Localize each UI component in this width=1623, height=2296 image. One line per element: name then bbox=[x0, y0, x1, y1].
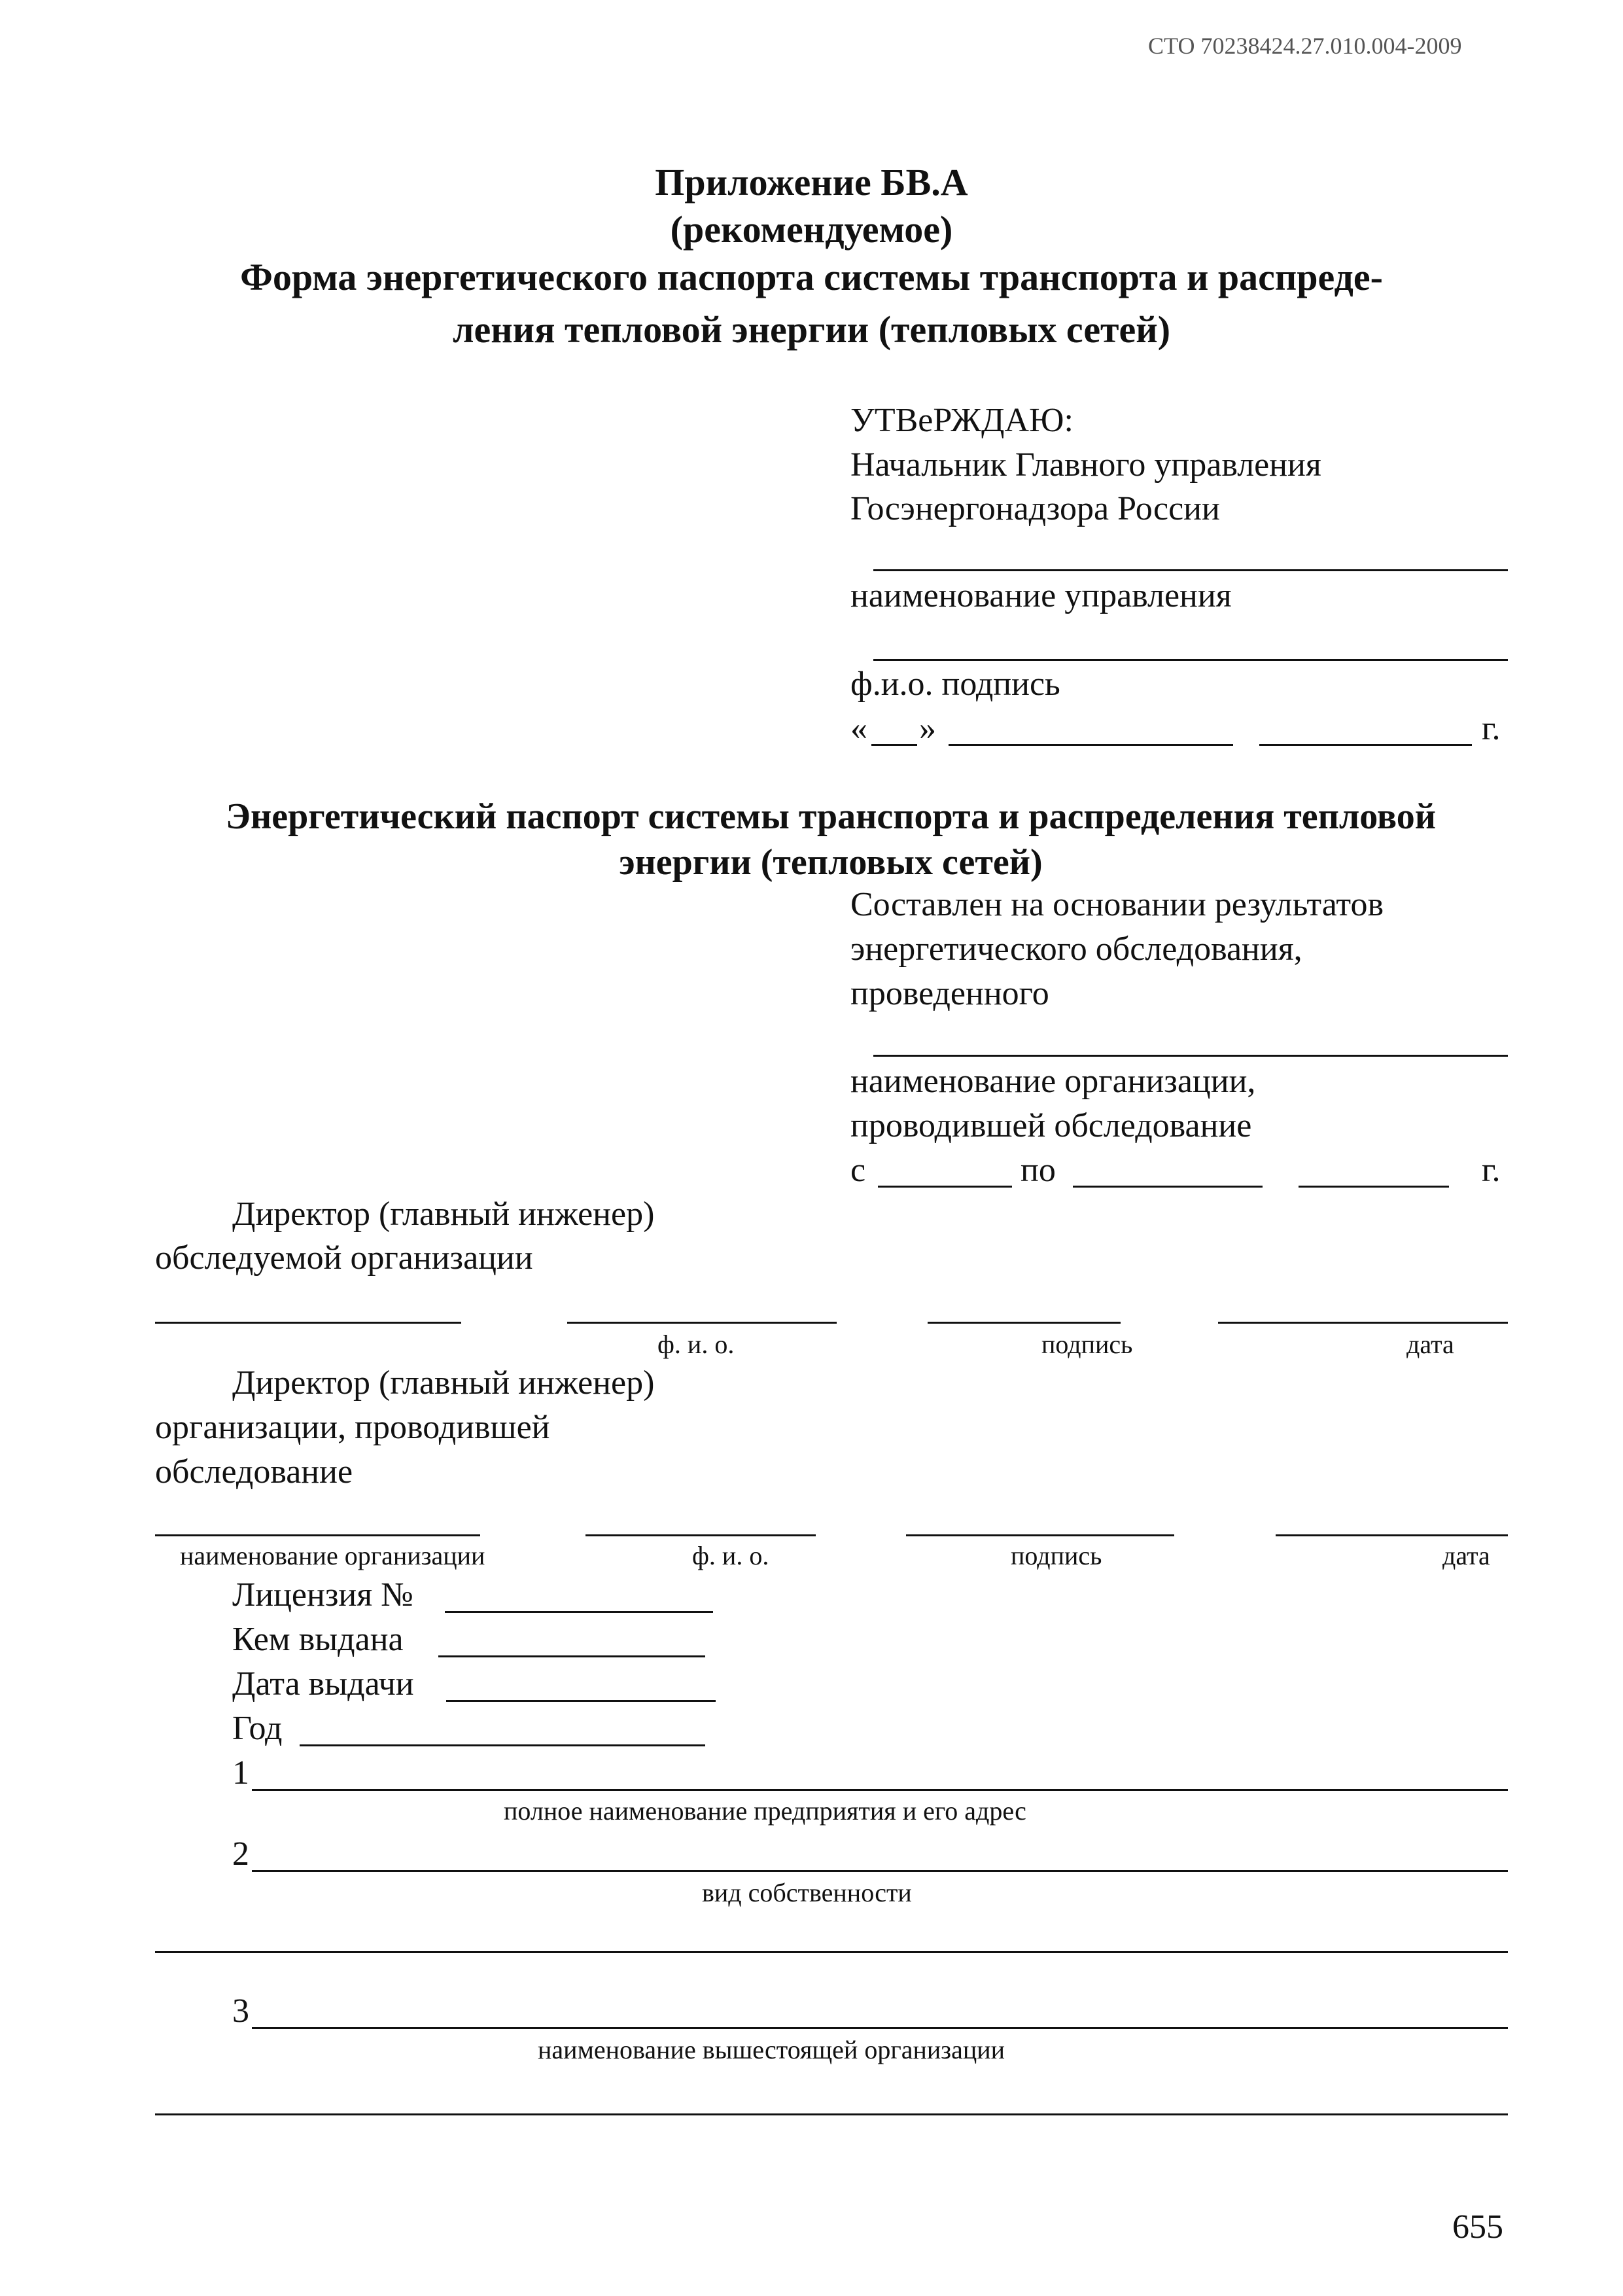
audit-to-label: по bbox=[1021, 1152, 1056, 1189]
item-2-field[interactable] bbox=[252, 1870, 1508, 1872]
approval-date-close-quote: » bbox=[919, 710, 936, 747]
basis-line3: проведенного bbox=[850, 975, 1049, 1012]
audit-year-field[interactable] bbox=[1299, 1186, 1449, 1188]
approval-year-suffix: г. bbox=[1482, 710, 1501, 747]
document-code: СТО 70238424.27.010.004-2009 bbox=[1148, 33, 1462, 59]
basis-line1: Составлен на основании результатов bbox=[850, 886, 1384, 923]
license-issue-date-field[interactable] bbox=[446, 1700, 716, 1702]
dept-caption: наименование управления bbox=[850, 577, 1232, 614]
approval-day-field[interactable] bbox=[871, 744, 917, 746]
approval-month-field[interactable] bbox=[949, 744, 1233, 746]
audit-to-field[interactable] bbox=[1073, 1186, 1263, 1188]
item-2-caption: вид собственности bbox=[702, 1878, 912, 1907]
director-auditor-date-field[interactable] bbox=[1276, 1534, 1508, 1536]
approver-position-1: Начальник Главного управления bbox=[850, 446, 1321, 484]
appendix-status: (рекомендуемое) bbox=[670, 208, 953, 251]
director-auditor-org-field[interactable] bbox=[155, 1534, 480, 1536]
approve-label: УТВеРЖДАЮ: bbox=[850, 402, 1073, 439]
license-issue-date-label: Дата выдачи bbox=[232, 1665, 414, 1703]
director-audited-line1: Директор (главный инженер) bbox=[232, 1195, 655, 1233]
director-auditor-fio-caption: ф. и. о. bbox=[692, 1541, 769, 1570]
license-year-field[interactable] bbox=[300, 1744, 705, 1746]
basis-line2: энергетического обследования, bbox=[850, 930, 1302, 968]
license-issued-by-field[interactable] bbox=[438, 1655, 705, 1657]
appendix-heading-line2: ления тепловой энергии (тепловых сетей) bbox=[452, 308, 1171, 351]
approval-year-field[interactable] bbox=[1259, 744, 1472, 746]
passport-title-line1: Энергетический паспорт системы транспорта и распределения тепловой bbox=[225, 796, 1437, 837]
director-auditor-line1: Директор (главный инженер) bbox=[232, 1364, 655, 1402]
director-auditor-line3: обследование bbox=[155, 1453, 353, 1491]
director-auditor-sign-caption: подпись bbox=[1011, 1541, 1102, 1570]
license-number-label: Лицензия № bbox=[232, 1576, 413, 1614]
item-2-number: 2 bbox=[232, 1835, 249, 1873]
approver-position-2: Госэнергонадзора России bbox=[850, 490, 1220, 527]
audit-year-suffix: г. bbox=[1482, 1152, 1501, 1189]
director-auditor-fio-field[interactable] bbox=[585, 1534, 816, 1536]
item-1-field[interactable] bbox=[252, 1789, 1508, 1791]
approval-date-open-quote: « bbox=[850, 710, 867, 747]
audit-org-caption2: проводившей обследование bbox=[850, 1107, 1252, 1144]
director-audited-fio-field[interactable] bbox=[567, 1322, 837, 1324]
signature-caption: ф.и.о. подпись bbox=[850, 665, 1060, 703]
license-year-label: Год bbox=[232, 1710, 283, 1747]
director-audited-date-caption: дата bbox=[1406, 1330, 1454, 1359]
director-audited-date-field[interactable] bbox=[1218, 1322, 1508, 1324]
license-number-field[interactable] bbox=[445, 1611, 713, 1613]
item-3-caption: наименование вышестоящей организации bbox=[538, 2035, 1005, 2064]
item-1-number: 1 bbox=[232, 1754, 249, 1792]
director-audited-sign-field[interactable] bbox=[928, 1322, 1121, 1324]
director-auditor-sign-field[interactable] bbox=[906, 1534, 1174, 1536]
audit-from-field[interactable] bbox=[878, 1186, 1012, 1188]
director-audited-fio-caption: ф. и. о. bbox=[657, 1330, 735, 1359]
appendix-heading-line1: Форма энергетического паспорта системы транспорта и распреде- bbox=[240, 256, 1383, 298]
item-2-extra-line[interactable] bbox=[155, 1951, 1508, 1953]
passport-title-line2: энергии (тепловых сетей) bbox=[619, 842, 1043, 883]
director-audited-line2: обследуемой организации bbox=[155, 1239, 533, 1277]
signature-field-line[interactable] bbox=[873, 659, 1508, 661]
license-issued-by-label: Кем выдана bbox=[232, 1621, 404, 1658]
director-auditor-line2: организации, проводившей bbox=[155, 1409, 550, 1446]
director-auditor-date-caption: дата bbox=[1442, 1541, 1490, 1570]
page-number: 655 bbox=[1452, 2208, 1503, 2246]
appendix-title: Приложение БВ.А bbox=[655, 161, 968, 203]
item-3-number: 3 bbox=[232, 1992, 249, 2030]
audit-from-label: с bbox=[850, 1152, 866, 1189]
director-audited-sign-caption: подпись bbox=[1041, 1330, 1133, 1359]
item-3-extra-line[interactable] bbox=[155, 2113, 1508, 2115]
dept-field-line[interactable] bbox=[873, 569, 1508, 571]
director-auditor-org-caption: наименование организации bbox=[180, 1541, 485, 1570]
director-audited-field-1[interactable] bbox=[155, 1322, 461, 1324]
item-3-field[interactable] bbox=[252, 2027, 1508, 2029]
audit-org-field-line[interactable] bbox=[873, 1055, 1508, 1057]
item-1-caption: полное наименование предприятия и его адрес bbox=[504, 1796, 1026, 1826]
audit-org-caption1: наименование организации, bbox=[850, 1063, 1256, 1100]
